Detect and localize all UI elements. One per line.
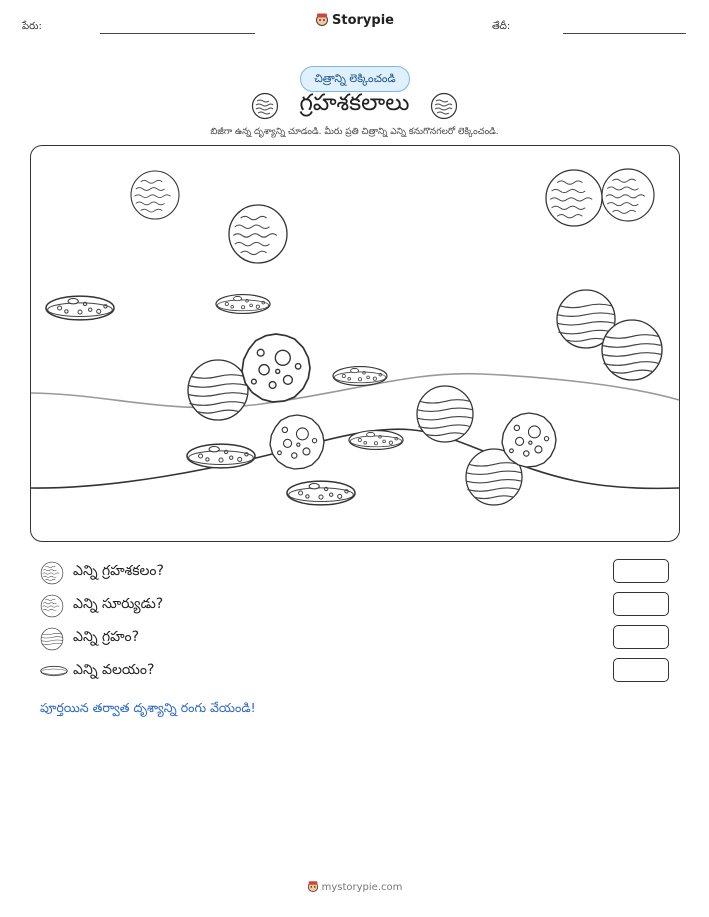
question-text: ఎన్ని గ్రహం? (73, 629, 140, 645)
ring-icon (333, 367, 387, 386)
planet-icon (40, 627, 64, 651)
answer-box-asteroid[interactable] (613, 559, 669, 583)
ring-icon (349, 431, 403, 450)
coloring-instruction: పూర్తయిన తర్వాత దృశ్యాన్ని రంగు వేయండి! (40, 700, 256, 715)
asteroid-icon (242, 334, 310, 402)
ring-icon (46, 296, 114, 320)
sun-icon (40, 594, 64, 618)
instructions: బిజీగా ఉన్న దృశ్యాన్ని చూడండి. మీరు ప్రతి చిత్రాన్ని ఎన్ని కనుగొనగలరో లెక్కించండి. (210, 127, 499, 137)
ring-icon (187, 444, 255, 468)
sun-icon (131, 171, 179, 219)
answer-box-planet[interactable] (613, 625, 669, 649)
footer-site[interactable]: mystorypie.com (321, 882, 403, 893)
name-label: పేరు: (22, 21, 42, 32)
question-text: ఎన్ని సూర్యుడు? (73, 596, 164, 612)
asteroid-icon (502, 413, 556, 467)
brand-logo (0, 12, 709, 28)
asteroid-icon (270, 415, 324, 469)
question-text: ఎన్ని గ్రహశకలం? (73, 563, 164, 579)
answer-box-sun[interactable] (613, 592, 669, 616)
question-text: ఎన్ని వలయం? (73, 662, 155, 678)
sun-icon (229, 205, 287, 263)
sun-icon (430, 92, 458, 120)
ring-icon (40, 664, 68, 678)
sun-icon (546, 170, 602, 226)
name-field-line[interactable] (100, 33, 255, 34)
ring-icon (287, 481, 355, 505)
date-field-line[interactable] (563, 33, 686, 34)
planet-icon (602, 320, 662, 380)
planet-icon (188, 360, 248, 420)
storypie-mascot-icon (307, 880, 319, 892)
sun-icon (602, 169, 654, 221)
planet-icon (417, 386, 473, 442)
activity-tag: చిత్రాన్ని లెక్కించండి (300, 66, 410, 92)
footer (0, 880, 709, 893)
storypie-mascot-icon (315, 12, 329, 26)
brand-name: Storypie (332, 13, 394, 28)
answer-box-ring[interactable] (613, 658, 669, 682)
date-label: తేదీ: (492, 21, 511, 32)
ring-icon (216, 295, 270, 314)
counting-scene (30, 145, 680, 542)
page-title: గ్రహశకలాలు (299, 90, 410, 116)
asteroid-icon (40, 561, 64, 585)
